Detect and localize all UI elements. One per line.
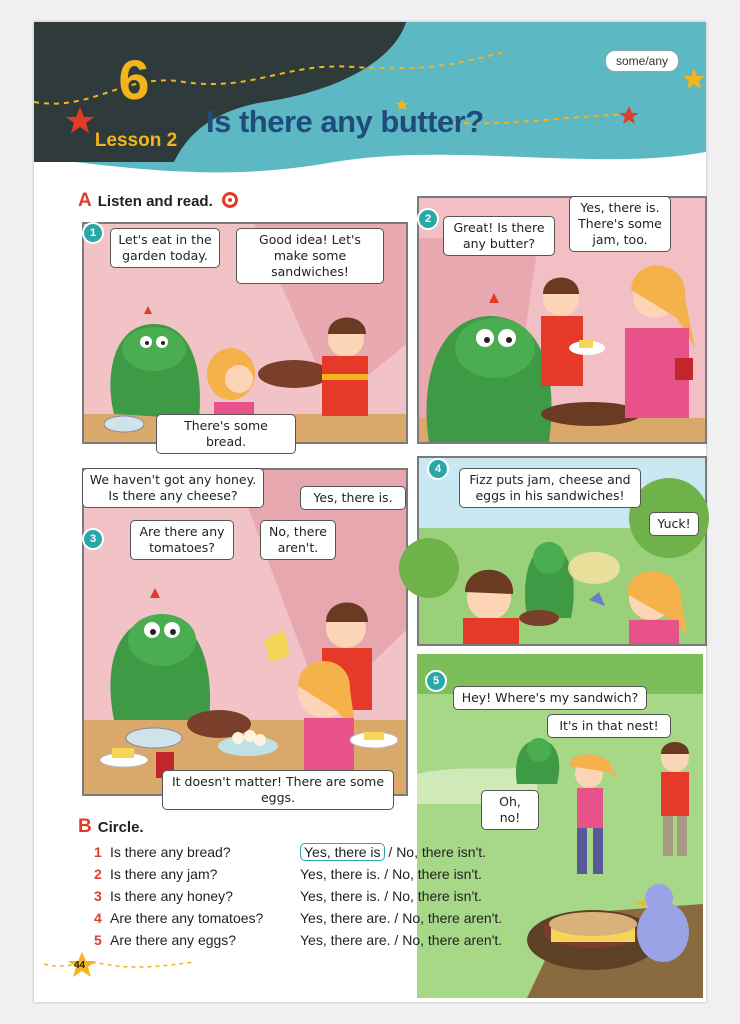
comic-panel-1 [82,222,408,449]
section-b-instruction: Circle. [97,819,144,836]
speech-bubble: It's in that nest! [547,714,671,738]
speech-bubble: Good idea! Let's make some sandwiches! [236,228,384,284]
item-number: 5 [94,932,102,948]
panel-5-number: 5 [425,670,447,692]
speech-bubble: Hey! Where's my sandwich? [453,686,647,710]
exercise-list [94,844,514,964]
speech-bubble: There's some bread. [156,414,296,454]
item-question: Is there any bread? [110,844,231,860]
speech-bubble: It doesn't matter! There are some eggs. [162,770,394,810]
lesson-label: Lesson 2 [94,130,178,151]
answer-option-circled[interactable]: Yes, there is [300,843,385,861]
section-a-heading [78,190,239,212]
page-number-star-decoration [44,950,204,980]
answer-option[interactable]: Yes, there are. [300,932,391,948]
answer-option[interactable]: / No, there aren't. [390,932,503,948]
panel-1-number: 1 [82,222,104,244]
comic-panel-3 [82,468,408,805]
item-question: Is there any honey? [110,888,233,904]
speech-bubble: No, there aren't. [260,520,336,560]
panel-3-number: 3 [82,528,104,550]
page-title: Is there any butter? [206,104,484,139]
speech-bubble: Yuck! [649,512,699,536]
comic-panel-2 [417,196,707,444]
speech-bubble: Are there any tomatoes? [130,520,234,560]
audio-cd-icon[interactable] [221,191,239,209]
speech-bubble: Great! Is there any butter? [443,216,555,256]
item-answers [300,888,482,904]
speech-bubble: We haven't got any honey. Is there any cheese? [82,468,264,508]
page-number: 44 [74,960,86,971]
item-answers [300,844,486,860]
comic-panel-4 [417,456,707,646]
item-number: 1 [94,844,102,860]
speech-bubble: Fizz puts jam, cheese and eggs in his sandwiches! [459,468,641,508]
panel-4-number: 4 [427,458,449,480]
section-b-heading [78,816,144,838]
item-number: 4 [94,910,102,926]
section-a-instruction: Listen and read. [97,193,213,210]
speech-bubble: Yes, there is. There's some jam, too. [569,196,671,252]
item-answers [300,910,502,926]
answer-option[interactable]: / No, there isn't. [380,866,482,882]
answer-option[interactable]: Yes, there is. [300,888,381,904]
section-a-letter: A [78,190,92,211]
item-number: 2 [94,866,102,882]
unit-number: 6 [118,48,150,111]
item-answers [300,866,482,882]
item-answers [300,932,502,948]
answer-option[interactable]: / No, there aren't. [390,910,503,926]
item-question: Are there any eggs? [110,932,237,948]
answer-option[interactable]: / No, there isn't. [380,888,482,904]
panel-2-number: 2 [417,208,439,230]
panel-3-illustration [84,470,406,794]
answer-option[interactable]: Yes, there are. [300,910,391,926]
answer-option[interactable]: Yes, there is. [300,866,381,882]
item-question: Is there any jam? [110,866,218,882]
speech-bubble: Let's eat in the garden today. [110,228,220,268]
lesson-header [34,22,706,182]
item-question: Are there any tomatoes? [110,910,264,926]
textbook-page [34,22,706,1002]
speech-bubble: Oh, no! [481,790,539,830]
answer-option[interactable]: / No, there isn't. [384,844,487,860]
speech-bubble: Yes, there is. [300,486,406,510]
item-number: 3 [94,888,102,904]
section-b-letter: B [78,816,92,837]
grammar-tag: some/any [605,50,679,72]
